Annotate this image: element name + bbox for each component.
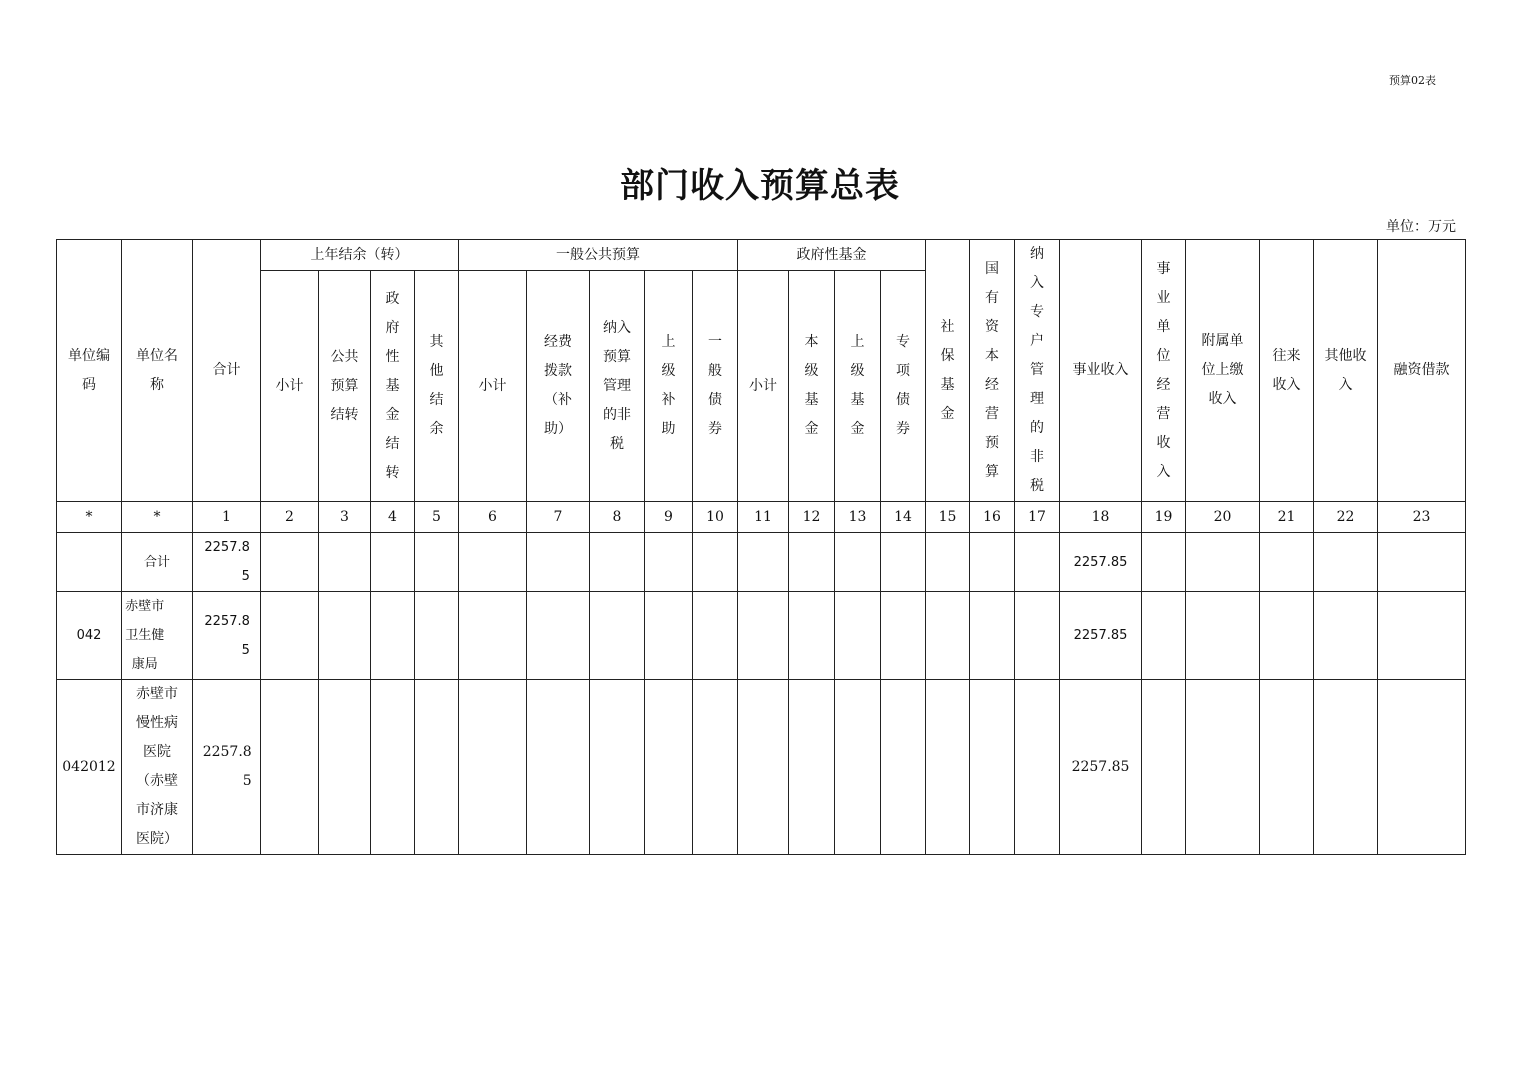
header-prev-public: 公共预算结转 (319, 271, 371, 502)
header-social-fund: 社保基金 (926, 240, 970, 502)
column-number: 6 (459, 502, 527, 533)
column-number: 1 (193, 502, 261, 533)
income-budget-table (56, 239, 1466, 855)
column-number: 10 (693, 502, 738, 533)
header-gen-funding: 经费拨款（补助） (527, 271, 590, 502)
table-row-total (57, 533, 1466, 592)
header-prev-subtotal: 小计 (261, 271, 319, 502)
header-other-income: 其他收入 (1314, 240, 1378, 502)
row-name: 合计 (122, 533, 193, 592)
row-code: 042012 (57, 680, 122, 855)
column-number: 3 (319, 502, 371, 533)
header-gen-superior: 上级补助 (645, 271, 693, 502)
header-financing: 融资借款 (1378, 240, 1466, 502)
unit-label: 单位：万元 (1386, 219, 1456, 235)
table-row-department (57, 592, 1466, 680)
column-number: 21 (1260, 502, 1314, 533)
column-number: 2 (261, 502, 319, 533)
row-code: 042 (57, 592, 122, 680)
header-business-operating: 事业单位经营收入 (1142, 240, 1186, 502)
column-number: 23 (1378, 502, 1466, 533)
header-fund-subtotal: 小计 (738, 271, 789, 502)
header-group-prev-balance: 上年结余（转） (261, 240, 459, 271)
row-business-income: 2257.85 (1060, 680, 1142, 855)
column-number: 19 (1142, 502, 1186, 533)
column-number: * (57, 502, 122, 533)
row-total: 2257.85 (193, 533, 261, 592)
column-number: 17 (1015, 502, 1060, 533)
column-number: 18 (1060, 502, 1142, 533)
header-fund-superior: 上级基金 (835, 271, 881, 502)
column-number: 9 (645, 502, 693, 533)
column-number: 4 (371, 502, 415, 533)
column-number: 13 (835, 502, 881, 533)
header-prev-gov-fund: 政府性基金结转 (371, 271, 415, 502)
column-number: 7 (527, 502, 590, 533)
header-gen-bond: 一般债券 (693, 271, 738, 502)
header-gen-nontax: 纳入预算管理的非税 (590, 271, 645, 502)
column-number-row (57, 502, 1466, 533)
header-affiliated: 附属单位上缴收入 (1186, 240, 1260, 502)
row-total: 2257.85 (193, 680, 261, 855)
column-number: 15 (926, 502, 970, 533)
column-number: 20 (1186, 502, 1260, 533)
header-state-capital: 国有资本经营预算 (970, 240, 1015, 502)
row-business-income: 2257.85 (1060, 592, 1142, 680)
column-number: * (122, 502, 193, 533)
header-group-general-budget: 一般公共预算 (459, 240, 738, 271)
column-number: 11 (738, 502, 789, 533)
table-row-unit (57, 680, 1466, 855)
header-unit-code: 单位编码 (57, 240, 122, 502)
column-number: 14 (881, 502, 926, 533)
column-number: 5 (415, 502, 459, 533)
row-code (57, 533, 122, 592)
column-number: 16 (970, 502, 1015, 533)
row-total: 2257.85 (193, 592, 261, 680)
header-group-gov-fund: 政府性基金 (738, 240, 926, 271)
header-unit-name: 单位名称 (122, 240, 193, 502)
column-number: 8 (590, 502, 645, 533)
header-gen-subtotal: 小计 (459, 271, 527, 502)
header-total: 合计 (193, 240, 261, 502)
column-number: 22 (1314, 502, 1378, 533)
table-number-label: 预算02表 (1389, 74, 1436, 87)
header-special-account: 纳入专户管理的非税 (1015, 240, 1060, 502)
header-transfers: 往来收入 (1260, 240, 1314, 502)
row-business-income: 2257.85 (1060, 533, 1142, 592)
header-fund-bond: 专项债券 (881, 271, 926, 502)
row-name: 赤壁市卫生健康局 (122, 592, 193, 680)
row-name: 赤壁市慢性病医院（赤壁市济康医院） (122, 680, 193, 855)
header-row-groups (57, 240, 1466, 271)
header-business-income: 事业收入 (1060, 240, 1142, 502)
header-fund-local: 本级基金 (789, 271, 835, 502)
header-prev-other: 其他结余 (415, 271, 459, 502)
page-title: 部门收入预算总表 (620, 166, 900, 206)
column-number: 12 (789, 502, 835, 533)
